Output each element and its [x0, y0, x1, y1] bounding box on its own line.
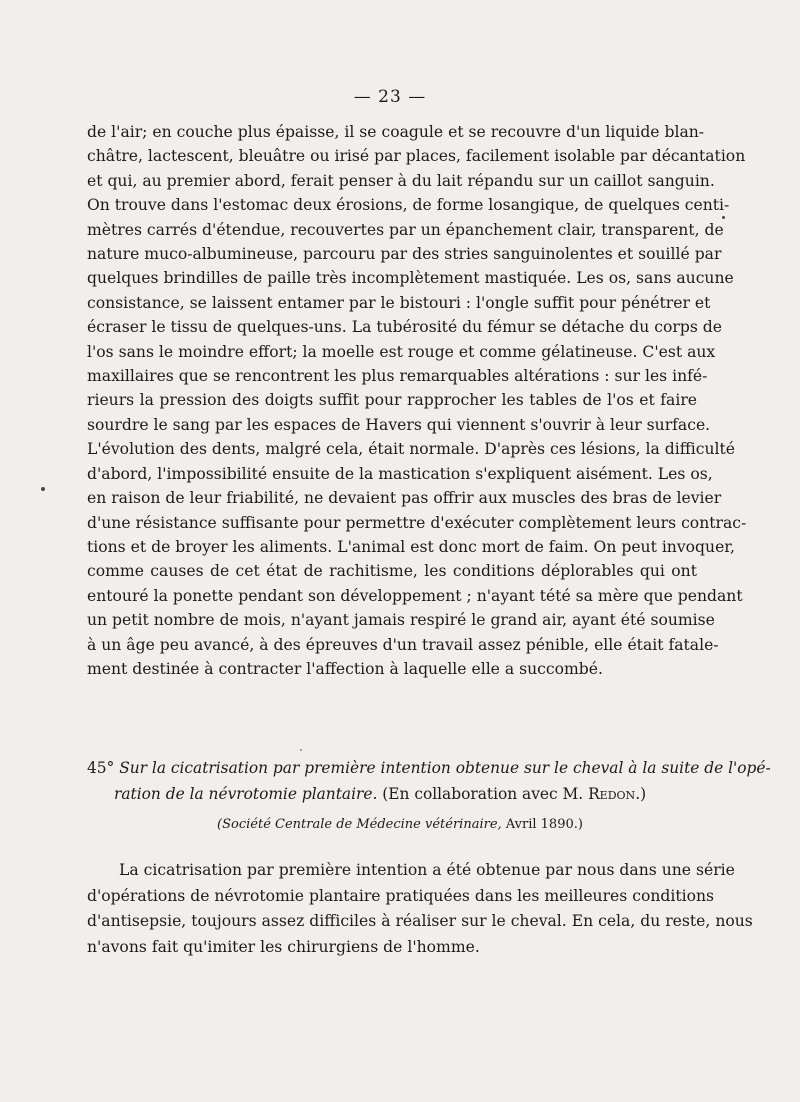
text-line: un petit nombre de mois, n'ayant jamais respiré le grand air, ayant été soumise [87, 611, 715, 630]
text-line: maxillaires que se rencontrent les plus remarquables altérations : sur les infé- [87, 367, 708, 386]
text-line: à un âge peu avancé, à des épreuves d'un travail assez pénible, elle était fatale- [87, 635, 719, 654]
text-line: comme causes de cet état de rachitisme, les conditions déplorables qui ont [87, 562, 697, 581]
text-line: ment destinée à contracter l'affection à laquelle elle a succombé. [87, 659, 603, 678]
main-paragraph [87, 120, 747, 681]
text-line: tions et de broyer les aliments. L'animal est donc mort de faim. On peut invoquer, [87, 537, 735, 556]
text-line: écraser le tissu de quelques-uns. La tubérosité du fémur se détache du corps de [87, 318, 722, 337]
collaborator-name: Redon [588, 785, 636, 803]
paper-speck [300, 749, 302, 751]
collaboration-note: (En collaboration avec M. Redon.) [382, 785, 647, 803]
text-line: On trouve dans l'estomac deux érosions, de forme losangique, de quelques centi- [87, 196, 730, 215]
paper-speck [722, 216, 725, 219]
entry-title: Sur la cicatrisation par première intention obtenue sur le cheval à la suite de l'opé- [119, 759, 771, 777]
text-line: sourdre le sang par les espaces de Havers qui viennent s'ouvrir à leur surface. [87, 415, 711, 434]
text-line: La cicatrisation par première intention a été obtenue par nous dans une série [119, 861, 735, 879]
text-line: mètres carrés d'étendue, recouvertes par un épanchement clair, transparent, de [87, 220, 724, 239]
text-line: L'évolution des dents, malgré cela, était normale. D'après ces lésions, la difficulté [87, 440, 736, 459]
text-line: quelques brindilles de paille très incomplètement mastiquée. Les os, sans aucune [87, 269, 734, 288]
text-line: d'abord, l'impossibilité ensuite de la mastication s'expliquent aisément. Les os, [87, 464, 713, 483]
text-line: l'os sans le moindre effort; la moelle est rouge et comme gélatineuse. C'est aux [87, 342, 716, 361]
text-line: de l'air; en couche plus épaisse, il se coagule et se recouvre d'un liquide blan- [87, 123, 705, 141]
entry-title-line [87, 755, 771, 781]
source-citation [0, 817, 800, 832]
text-line: rieurs la pression des doigts suffit pour rapprocher les tables de l'os et faire [87, 391, 697, 410]
text-line: consistance, se laissent entamer par le bistouri : l'ongle suffit pour pénétrer et [87, 293, 711, 312]
text-line: d'une résistance suffisante pour permettre d'exécuter complètement leurs contrac- [87, 513, 747, 532]
text-line: entouré la ponette pendant son développement ; n'ayant tété sa mère que pendant [87, 586, 743, 605]
text-line: en raison de leur friabilité, ne devaient pas offrir aux muscles des bras de levier [87, 489, 722, 508]
source-date: Avril 1890.) [505, 817, 583, 832]
source-journal: (Société Centrale de Médecine vétérinaire, [217, 817, 502, 832]
entry-title-continued: ration de la névrotomie plantaire. [114, 785, 378, 803]
page-number: — 23 — [353, 87, 427, 107]
text-line: n'avons fait qu'imiter les chirurgiens de l'homme. [87, 937, 480, 956]
text-line: d'opérations de névrotomie plantaire pratiquées dans les meilleures conditions [87, 886, 715, 905]
entry-number: 45° [87, 759, 115, 777]
text-line: châtre, lactescent, bleuâtre ou irisé par places, facilement isolable par décantation [87, 147, 746, 166]
text-line: d'antisepsie, toujours assez difficiles à réaliser sur le cheval. En cela, du reste, nous [87, 912, 753, 931]
text-line: et qui, au premier abord, ferait penser à du lait répandu sur un caillot sanguin. [87, 171, 715, 190]
paper-speck [41, 487, 45, 491]
entry-heading [87, 755, 771, 807]
entry-title-line [87, 781, 697, 807]
text-line: nature muco-albumineuse, parcouru par des stries sanguinolentes et souillé par [87, 245, 722, 264]
summary-paragraph [87, 858, 753, 960]
